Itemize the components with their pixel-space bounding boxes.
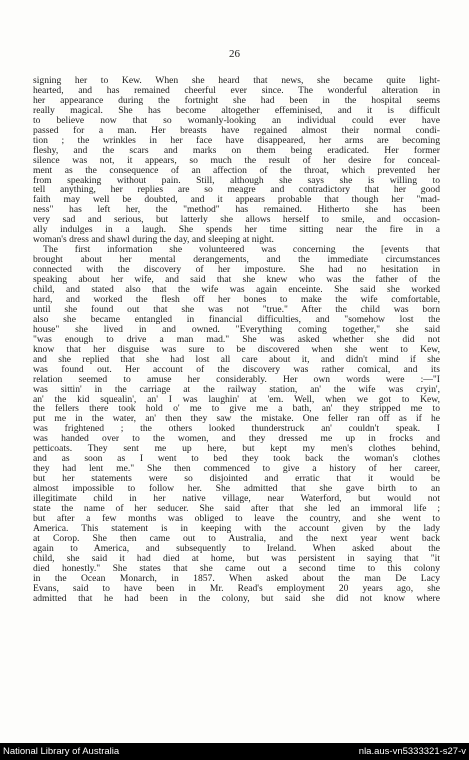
text-line: hearted, and has remained cheerful ever since. The wonderful alteration in (33, 85, 440, 96)
text-line: tell anything, her replies are so meagre and contradictory that her good (33, 185, 440, 196)
text-line: died honestly." She states that she came out a second time to this colony (33, 563, 440, 574)
body-text (33, 76, 440, 604)
library-credit: National Library of Australia (3, 746, 120, 757)
text-line: from speaking without pain. Still, although she says she is willing to (33, 175, 440, 186)
text-line: ness" has left her, the "method" has remained. Hitherto she has been (33, 205, 440, 216)
text-line: almost impossible to follow her. She admitted that she gave birth to an (33, 484, 440, 495)
text-line: signing her to Kew. When she heard that news, she became quite light- (33, 76, 440, 86)
text-line: and she replied that she had lost all care about it, and didn't mind if she (33, 354, 440, 365)
text-line: at Corop. She then came out to Australia, and the next year went back (33, 533, 440, 544)
page-number: 26 (229, 48, 240, 60)
text-line: but after a few months was obliged to leave the country, and she went to (33, 513, 440, 524)
text-line: was found out. Her account of the discovery was rather comical, and its (33, 364, 440, 375)
text-line: know that her disguise was sure to be discovered when she went to Kew, (33, 344, 440, 355)
text-line: state the name of her seducer. She said after that she led an immoral life ; (33, 503, 440, 514)
text-line: house" she lived in and owned. "Everything coming together," she said (33, 324, 440, 335)
text-line: child, and stated also that the wife was again enceinte. She said she worked (33, 285, 440, 295)
text-line: ally indulges in a laugh. She spends her time sitting near the fire in a (33, 225, 440, 236)
text-line: but her statements were so disjointed and erratic that it would be (33, 474, 440, 485)
text-line: silence was not, it appears, so much the result of her desire for conceal- (33, 155, 440, 166)
text-line: and as soon as I went to bed they took back the woman's clothes (33, 454, 440, 465)
text-line: until she found out that she was not "true." After the child was born (33, 304, 440, 315)
text-line: an' the kid squealin', an' I was laughin' at 'em. Well, when we got to Kew, (33, 394, 440, 405)
text-line: petticoats. They sent me up here, but kept my men's clothes behind, (33, 444, 440, 455)
text-line: admitted that he had been in the colony, but said she did not know where (33, 593, 440, 604)
text-line: illegitimate child in her native village, near Waterford, but would not (33, 494, 440, 504)
text-line: relation seemed to amuse her considerably. Her own words were :—"I (33, 374, 440, 385)
item-identifier: nla.aus-vn5333321-s27-v (358, 746, 466, 757)
text-line: also she became entangled in financial difficulties, and "somehow lost the (33, 314, 440, 325)
text-line: was frightened ; the others looked thunderstruck an' couldn't speak. I (33, 424, 440, 435)
text-line: fleshy, and the scars and marks on them being eradicated. Her former (33, 145, 440, 156)
text-line: put me in the water, an' then they saw the mistake. One feller ran off as if he (33, 414, 440, 425)
text-line: faith may well be doubted, and it appears probable that though her "mad- (33, 195, 440, 206)
text-line: the fellers there took hold o' me to give me a bath, an' they stripped me to (33, 404, 440, 415)
text-line: speaking about her wife, and said that she knew who was the father of the (33, 275, 440, 286)
text-line: The first information she volunteered was concerning the [events that (43, 245, 440, 256)
text-line: her appearance during the fortnight she had been in the hospital seems (33, 95, 440, 106)
text-line: was handed over to the women, and they dressed me up in frocks and (33, 434, 440, 445)
text-line: was sittin' in the carriage at the railway station, an' the wife was cryin', (33, 384, 440, 395)
text-line: child, she said it had died at home, but was persistent in saying that "it (33, 553, 440, 564)
text-line: again to America, and subsequently to Ireland. When asked about the (33, 543, 440, 554)
text-line: tion ; the wrinkles in her face have disappeared, her arms are becoming (33, 135, 440, 146)
text-line: really magical. She has become altogether effeminised, and it is difficult (33, 105, 440, 116)
text-line: in the Ocean Monarch, in 1857. When asked about the man De Lacy (33, 573, 440, 584)
text-line: ment as the consequence of an affection of the throat, which prevented her (33, 165, 440, 176)
text-line: very sad and serious, but latterly she allows herself to smile, and occasion- (33, 215, 440, 226)
text-line: hard, and worked the flesh off her bones to make the wife comfortable, (33, 294, 440, 305)
text-line: connected with the discovery of her imposture. She had no hesitation in (33, 265, 440, 276)
text-line: to believe now that so womanly-looking an individual could ever have (33, 115, 440, 126)
text-line: brought about her mental derangements, and the immediate circumstances (33, 255, 440, 266)
footer-bar (0, 743, 469, 760)
text-line: America. This statement is in keeping with the account given by the lady (33, 523, 440, 534)
text-line: they had lent me." She then commenced to give a history of her career, (33, 464, 440, 475)
text-line: woman's dress and shawl during the day, and sleeping at night. (33, 235, 274, 246)
text-line: passed for a man. Her breasts have regained almost their normal condi- (33, 125, 440, 136)
text-line: Evans, said to have been in Mr. Read's employment 20 years ago, she (33, 583, 440, 594)
text-line: "was enough to drive a man mad." She was asked whether she did not (33, 334, 440, 345)
